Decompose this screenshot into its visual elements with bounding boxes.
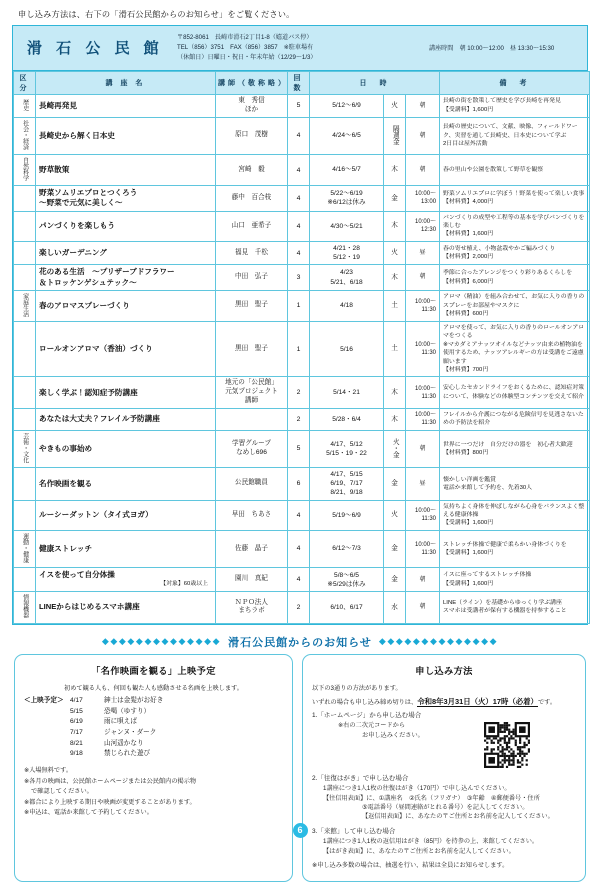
courses-table — [13, 71, 590, 624]
course-time: 10:00～ 12:30 — [406, 211, 440, 241]
movie-date: 5/15 — [70, 707, 83, 715]
course-count: 4 — [288, 568, 310, 592]
diamond-decoration-right: ◆◆◆◆◆◆◆◆◆◆◆◆◆◆ — [378, 636, 499, 647]
course-name: ルーシーダットン（タイ式ヨガ） — [36, 500, 216, 530]
table-row — [14, 94, 590, 117]
course-category — [14, 322, 36, 377]
course-teacher: 東 秀信 ほか — [216, 94, 288, 117]
facility-header — [13, 26, 587, 71]
deadline-prefix: いずれの場合も申し込み締め切りは、 — [312, 698, 418, 706]
course-category — [14, 530, 36, 567]
course-teacher: 黒田 聖子 — [216, 322, 288, 377]
apply-step-line: ※右の二次元コードから — [338, 722, 406, 730]
page-number — [0, 820, 600, 838]
course-count: 1 — [288, 322, 310, 377]
table-row — [14, 211, 590, 241]
course-category — [14, 409, 36, 431]
movie-note-line: ※申込は、電話か来館して予約してください。 — [24, 809, 153, 817]
course-weekday: 木 — [384, 211, 406, 241]
course-teacher: ＮＰＯ法人 まちラボ — [216, 592, 288, 623]
course-count: 1 — [288, 290, 310, 321]
apply-notice-box — [302, 654, 586, 882]
movie-date: 4/17 — [70, 696, 83, 704]
deadline-suffix: です。 — [537, 698, 557, 706]
course-time: 10:00～ 11:30 — [406, 377, 440, 409]
category-label: 家庭生活 — [21, 292, 28, 317]
course-date: 4/17、5/15 6/19、7/17 8/21、9/18 — [310, 468, 384, 501]
course-teacher: 藤中 百合枝 — [216, 186, 288, 212]
movie-schedule-label — [24, 707, 70, 718]
course-name: あなたは大丈夫？フレイル予防講座 — [36, 409, 216, 431]
course-weekday: 金 — [384, 186, 406, 212]
course-time: 昼 — [406, 241, 440, 264]
course-date: 6/12～7/3 — [310, 530, 384, 567]
table-row — [14, 186, 590, 212]
intro-text: 申し込み方法は、右下の「滑石公民館からのお知らせ」をご覧ください。 — [18, 10, 295, 19]
category-label: 芸術・文化 — [21, 432, 28, 463]
course-note: 長崎の歴史について、文献、映像、フィールドワーク、実習を通して長崎史、日本史について学ぶ 2日目は屋外活動 — [440, 117, 590, 154]
course-weekday: 火 — [384, 500, 406, 530]
page-number-badge: 6 — [293, 823, 308, 838]
table-row — [14, 500, 590, 530]
qr-row — [312, 721, 576, 768]
apply-step — [312, 773, 576, 821]
movie-schedule-label — [24, 739, 70, 750]
notice-boxes — [14, 654, 586, 882]
course-note: ストレッチ体操で健康で柔らかい身体づくりを 【受講料】1,600円 — [440, 530, 590, 567]
movie-title: 禁じられた遊び — [104, 750, 151, 758]
movie-title: 山河遥かなり — [104, 739, 144, 747]
course-note: 春の寄せ植え、小物盆栽やかご編みづくり 【材料費】2,000円 — [440, 241, 590, 264]
apply-step — [312, 710, 576, 768]
course-weekday: 金 — [384, 468, 406, 501]
table-row — [14, 468, 590, 501]
course-weekday: 火 — [384, 241, 406, 264]
course-date: 6/10、6/17 — [310, 592, 384, 623]
movie-list-item — [24, 728, 283, 739]
course-category — [14, 241, 36, 264]
course-name: 長崎再発見 — [36, 94, 216, 117]
course-date: 4/23 5/21、6/18 — [310, 265, 384, 291]
header-teacher: 講師（敬称略） — [216, 71, 288, 94]
course-count: 4 — [288, 500, 310, 530]
course-teacher: 公民館職員 — [216, 468, 288, 501]
course-weekday: 土 — [384, 322, 406, 377]
header-count: 回数 — [288, 71, 310, 94]
course-count: 3 — [288, 265, 310, 291]
course-time: 朝 — [406, 94, 440, 117]
course-time: 朝 — [406, 568, 440, 592]
course-date: 5/8～6/5 ※5/29は休み — [310, 568, 384, 592]
course-teacher: 学習グループ なめし696 — [216, 430, 288, 467]
movie-list-item — [24, 749, 283, 760]
course-note: LINE（ライン）を基礎からゆっくり学ぶ講座 スマホは受講者が保有する機器を持参すること — [440, 592, 590, 623]
table-row — [14, 592, 590, 623]
course-teacher — [216, 409, 288, 431]
movie-list-item — [24, 717, 283, 728]
apply-step-line: 【往信用表面】に、①講座名 ②氏名（フリガナ） ③年齢 ④郵便番号・住所 — [323, 794, 540, 802]
movie-date: 6/19 — [70, 718, 83, 726]
course-weekday: 木 — [384, 154, 406, 185]
course-category — [14, 500, 36, 530]
course-note: 世界に一つだけ 自分だけの器を 初心者大歓迎 【材料費】800円 — [440, 430, 590, 467]
course-target: 【対象】60歳以上 — [160, 581, 208, 588]
course-note: 安心したセカンドライフをおくるために、認知症対策について、体験などの体験型コンテンツを交えて紹介 — [440, 377, 590, 409]
table-row — [14, 154, 590, 185]
course-name: 楽しいガーデニング — [36, 241, 216, 264]
movie-date: 8/21 — [70, 739, 83, 747]
course-count: 5 — [288, 430, 310, 467]
movie-title: 恐喝（ゆすり） — [104, 707, 151, 715]
movie-note-line: ※各月の映画は、公民館ホームページまたは公民館内の掲示物 — [24, 777, 197, 785]
course-count: 4 — [288, 154, 310, 185]
facility-name: 滑 石 公 民 館 — [27, 40, 164, 58]
course-time: 朝 — [406, 265, 440, 291]
table-row — [14, 241, 590, 264]
table-row — [14, 322, 590, 377]
course-date: 5/16 — [310, 322, 384, 377]
facility-contact — [177, 31, 429, 65]
course-weekday: 金 — [384, 568, 406, 592]
movie-notes — [24, 766, 283, 818]
course-weekday: 火・金 — [384, 430, 406, 467]
course-category — [14, 265, 36, 291]
course-count: 4 — [288, 117, 310, 154]
course-name: 健康ストレッチ — [36, 530, 216, 567]
apply-step-line: 【はがき表面】に、あなたの〒ご住所とお名前を記入してください。 — [323, 847, 515, 855]
course-count: 2 — [288, 377, 310, 409]
apply-step-line: 1講座につき1人1枚の返信用はがき（85円）を持参の上、来館してください。 — [323, 838, 539, 846]
course-date: 5/19～6/9 — [310, 500, 384, 530]
course-time: 10:00～ 11:30 — [406, 500, 440, 530]
facility-tel: TEL（856）3751 FAX（856）3857 ※駐車場有 — [177, 44, 314, 52]
movie-schedule-label: ＜上映予定＞ — [24, 696, 64, 704]
course-weekday: 水 — [384, 592, 406, 623]
course-name: やきもの事始め — [36, 430, 216, 467]
course-name: 野草散策 — [36, 154, 216, 185]
course-teacher: 中田 弘子 — [216, 265, 288, 291]
course-date: 4/21・28 5/12・19 — [310, 241, 384, 264]
movie-notice-box — [14, 654, 293, 882]
table-row — [14, 377, 590, 409]
movie-date: 7/17 — [70, 728, 83, 736]
table-row — [14, 265, 590, 291]
course-category — [14, 186, 36, 212]
course-category — [14, 568, 36, 592]
notices-banner — [14, 634, 586, 650]
facility-address: 〒852-8061 長崎市滑石2丁目1-8（嬉道バス停） — [177, 34, 313, 42]
course-name: 野菜ソムリエプロとつくろう ～野菜で元気に美しく～ — [36, 186, 216, 212]
movie-schedule-label — [24, 749, 70, 760]
course-count: 4 — [288, 186, 310, 212]
course-teacher: 山口 亜希子 — [216, 211, 288, 241]
course-count: 2 — [288, 592, 310, 623]
movie-title: ジャンヌ・ダーク — [104, 728, 157, 736]
course-category — [14, 377, 36, 409]
header-course-name: 講 座 名 — [36, 71, 216, 94]
apply-step-line: 1講座につき1人1枚の往復はがき（170円）で申し込んでください。 — [323, 785, 511, 793]
movie-list-item — [24, 707, 283, 718]
courses-table-body — [14, 94, 590, 623]
category-label: 運動・健康 — [21, 532, 28, 563]
course-category — [14, 154, 36, 185]
course-weekday: 木 — [384, 377, 406, 409]
course-name: パンづくりを楽しもう — [36, 211, 216, 241]
course-category — [14, 430, 36, 467]
course-date: 4/16～5/7 — [310, 154, 384, 185]
apply-step-heading: 3.「来館」して申し込む場合 — [312, 828, 396, 836]
course-note: フレイルから介護につながる危険信号を見逃さないための予防法を紹介 — [440, 409, 590, 431]
course-note: 長崎の街を散策して歴史を学び長崎を再発見 【受講料】1,600円 — [440, 94, 590, 117]
course-time: 朝 — [406, 430, 440, 467]
course-date: 5/28・6/4 — [310, 409, 384, 431]
qr-code[interactable] — [484, 722, 530, 768]
notices-banner-title: 滑石公民館からのお知らせ — [228, 636, 372, 649]
course-teacher: 宮崎 毅 — [216, 154, 288, 185]
category-label: 自然科学 — [21, 156, 28, 181]
course-date: 5/12～6/9 — [310, 94, 384, 117]
table-row — [14, 568, 590, 592]
course-date: 4/17、5/12 5/15・19・22 — [310, 430, 384, 467]
course-weekday: 火 — [384, 94, 406, 117]
diamond-decoration-left: ◆◆◆◆◆◆◆◆◆◆◆◆◆◆ — [101, 636, 222, 647]
course-name: イスを使って自分体操 【対象】60歳以上 — [36, 568, 216, 592]
course-time: 昼 — [406, 468, 440, 501]
course-teacher: 原口 茂樹 — [216, 117, 288, 154]
movie-note-line: ※入場無料です。 — [24, 766, 73, 774]
course-category — [14, 468, 36, 501]
course-count: 4 — [288, 530, 310, 567]
course-category — [14, 592, 36, 623]
course-note: 気持ちよく身体を伸ばしながら心身をバランスよく整える健康体操 【受講料】1,600円 — [440, 500, 590, 530]
course-time: 10:00～ 11:30 — [406, 530, 440, 567]
course-note: 春の里山や公園を散策して野草を観察 — [440, 154, 590, 185]
movie-note-line: ※都合により上映する期日や映画が変更することがあります。 — [24, 798, 196, 806]
table-row — [14, 117, 590, 154]
course-name: 春のアロマスプレーづくり — [36, 290, 216, 321]
course-time: 10:00～ 11:30 — [406, 322, 440, 377]
course-note: 季節に合ったアレンジをつくり彩りあるくらしを 【材料費】6,000円 — [440, 265, 590, 291]
apply-step-line: お申し込みください。 — [362, 731, 424, 739]
course-teacher: 佐藤 晶子 — [216, 530, 288, 567]
header-row — [14, 71, 590, 94]
movie-box-lead: 初めて観る人も、何回も観た人も感動させる名画を上映します。 — [64, 684, 243, 692]
movie-date: 9/18 — [70, 750, 83, 758]
course-time: 10:00～ 11:30 — [406, 409, 440, 431]
course-date: 5/22～6/19 ※6/12は休み — [310, 186, 384, 212]
movie-title: 紳士は金髪がお好き — [104, 696, 164, 704]
deadline-date: 令和8年3月31日（火）17時（必着） — [417, 696, 538, 706]
apply-box-lead: 以下の3通りの方法があります。 — [312, 684, 402, 692]
movie-schedule-label — [24, 728, 70, 739]
course-weekday: 隔週金 — [384, 117, 406, 154]
course-note: アロマ（精油）を組み合わせて、お気に入りの香りのスプレーをお部屋やマスクに 【材料費】600円 — [440, 290, 590, 321]
course-weekday: 木 — [384, 409, 406, 431]
facility-hours: 講座時間 朝 10:00～12:00 昼 13:30～15:30 — [429, 45, 555, 53]
course-name: 名作映画を観る — [36, 468, 216, 501]
header-category: 区分 — [14, 71, 36, 94]
apply-step-line: ⑤電話番号（昼間連絡がとれる番号）を記入してください。 — [362, 803, 529, 811]
course-date: 4/24～6/5 — [310, 117, 384, 154]
course-category — [14, 290, 36, 321]
course-time: 朝 — [406, 592, 440, 623]
course-teacher: 早田 ちあさ — [216, 500, 288, 530]
course-name: ロールオンアロマ（香油）づくり — [36, 322, 216, 377]
category-label: 社会・経済 — [21, 119, 28, 150]
movie-list-item — [24, 696, 283, 707]
apply-step-heading: 2.「往復はがき」で申し込む場合 — [312, 775, 409, 783]
apply-box-title: 申し込み方法 — [415, 665, 473, 676]
course-category — [14, 117, 36, 154]
header-note: 備 考 — [440, 71, 590, 94]
table-row — [14, 530, 590, 567]
course-weekday: 土 — [384, 290, 406, 321]
course-name: 花のある生活 ～プリザーブドフラワー ＆トロッケンゲシュテック～ — [36, 265, 216, 291]
course-time: 10:00～ 11:30 — [406, 290, 440, 321]
course-name: 楽しく学ぶ！認知症予防講座 — [36, 377, 216, 409]
course-count: 4 — [288, 241, 310, 264]
movie-list-item — [24, 739, 283, 750]
course-name: 長崎史から解く日本史 — [36, 117, 216, 154]
table-row — [14, 290, 590, 321]
course-category — [14, 94, 36, 117]
course-count: 4 — [288, 211, 310, 241]
apply-deadline — [312, 696, 576, 707]
course-teacher: 黒田 聖子 — [216, 290, 288, 321]
course-note: 野菜ソムリエプロに学ぼう！野菜を使って楽しい食事 【材料費】4,000円 — [440, 186, 590, 212]
course-note: イスに座ってするストレッチ体操 【受講料】1,600円 — [440, 568, 590, 592]
movie-schedule-list — [24, 696, 283, 760]
course-count: 2 — [288, 409, 310, 431]
course-note: 懐かしい洋画を鑑賞 電話か来館して予約を、先着30人 — [440, 468, 590, 501]
movie-box-title: 「名作映画を観る」上映予定 — [91, 665, 216, 676]
course-date: 4/30～5/21 — [310, 211, 384, 241]
course-teacher: 園川 真紀 — [216, 568, 288, 592]
table-row — [14, 409, 590, 431]
course-time: 朝 — [406, 154, 440, 185]
course-count: 6 — [288, 468, 310, 501]
course-weekday: 金 — [384, 530, 406, 567]
header-date: 日 時 — [310, 71, 440, 94]
table-row — [14, 430, 590, 467]
course-date: 5/14・21 — [310, 377, 384, 409]
course-note: アロマを使って、お気に入りの香りのロールオンアロマをつくる ※マカダミアナッツオイルなどナッツ由来の植物油を使用するため、ナッツアレルギーの方は受講をご遠慮願います 【材料費】700円 — [440, 322, 590, 377]
apply-step-line: 【返信用表面】に、あなたの〒ご住所とお名前を記入してください。 — [362, 813, 554, 821]
course-note: パンづくりの成型や工程等の基本を学びパンづくりを楽しむ 【材料費】1,600円 — [440, 211, 590, 241]
movie-schedule-label — [24, 717, 70, 728]
course-teacher: 地元の「公民館」 元気プロジェクト 講師 — [216, 377, 288, 409]
apply-final-note: ※申し込み多数の場合は、抽選を行い、結果は全員にお知らせします。 — [312, 862, 509, 870]
movie-note-line: で確認してください。 — [31, 788, 93, 796]
facility-closed-days: （休館日）日曜日・祝日・年末年始（12/29～1/3） — [177, 54, 317, 62]
course-teacher: 福見 千松 — [216, 241, 288, 264]
category-label: 情報機器 — [21, 594, 28, 619]
course-table-frame — [12, 25, 588, 625]
courses-table-head — [14, 71, 590, 94]
course-date: 4/18 — [310, 290, 384, 321]
qr-instructions — [312, 721, 476, 740]
apply-step-heading: 1.「ホームページ」から申し込む場合 — [312, 712, 422, 720]
course-time: 朝 — [406, 117, 440, 154]
course-name: LINEからはじめるスマホ講座 — [36, 592, 216, 623]
course-category — [14, 211, 36, 241]
movie-title: 雨に唄えば — [104, 718, 137, 726]
course-time: 10:00～ 13:00 — [406, 186, 440, 212]
category-label: 歴史 — [21, 98, 28, 111]
course-weekday: 木 — [384, 265, 406, 291]
course-count: 5 — [288, 94, 310, 117]
